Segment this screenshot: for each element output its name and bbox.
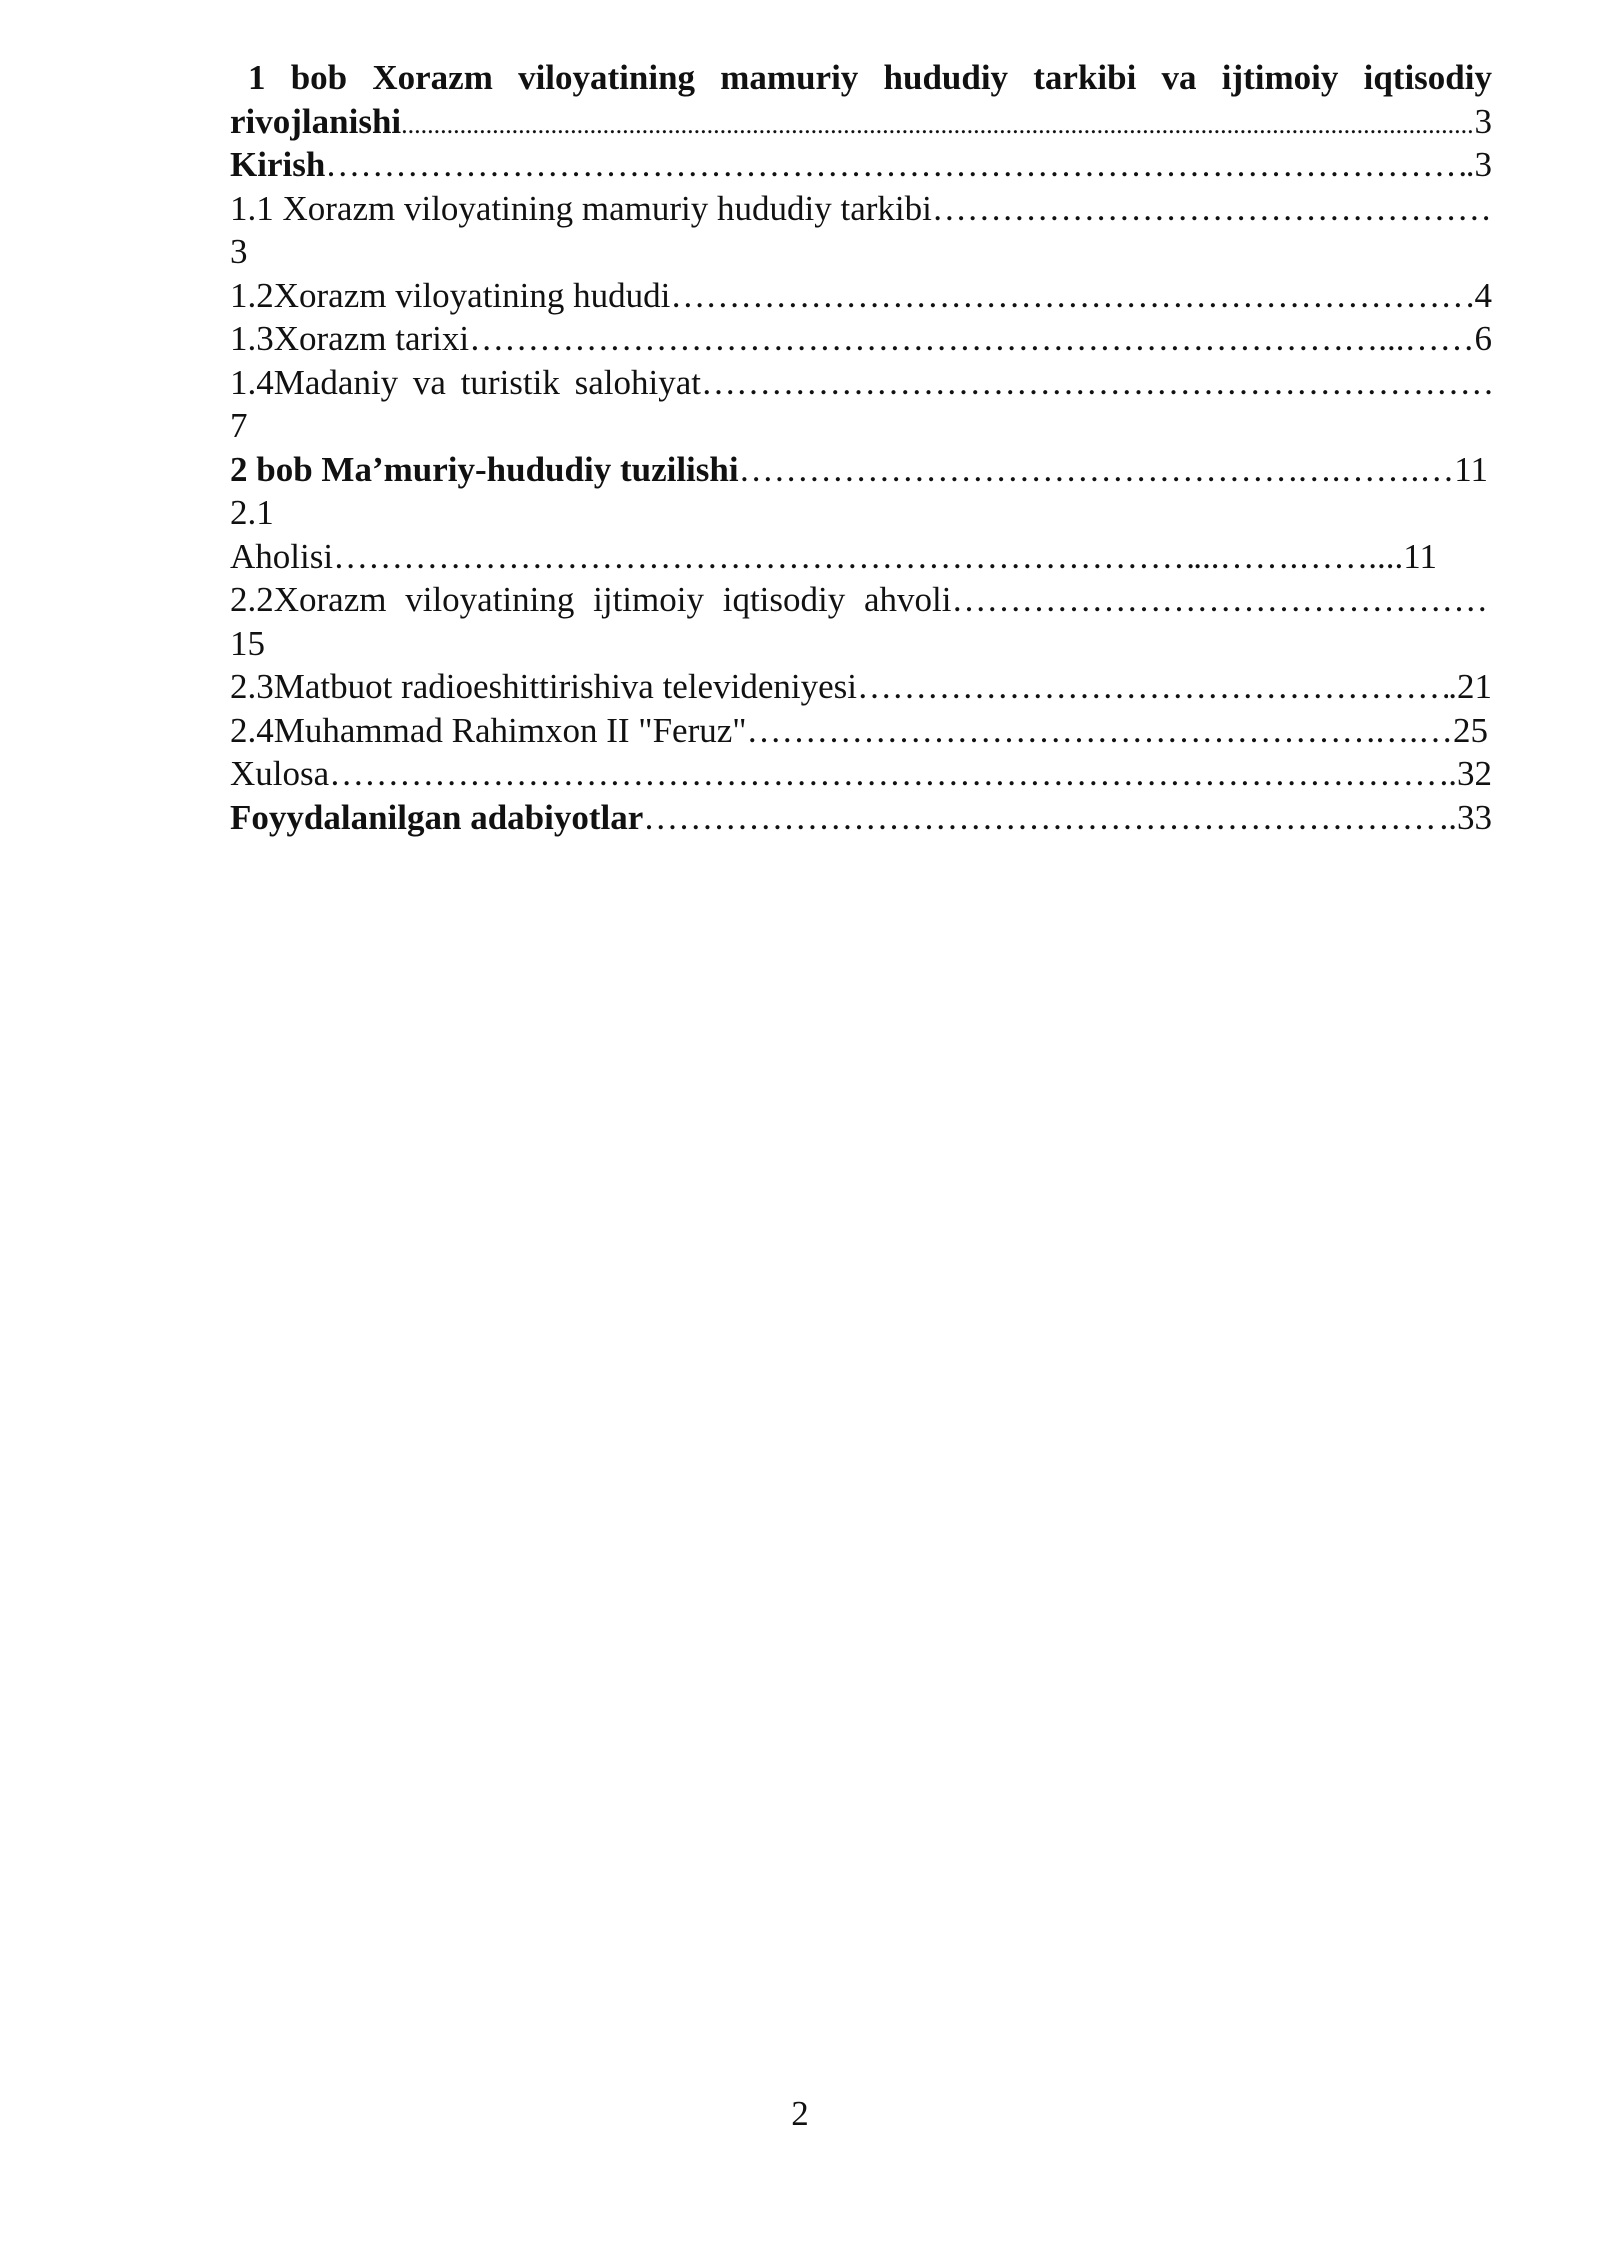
toc-dot-leader: [333, 535, 1193, 579]
toc-dot-leader: [701, 361, 1492, 405]
toc-chapter-2: [230, 448, 1492, 492]
toc-chapter-1-heading-line-1: [230, 56, 1492, 100]
toc-entry-2-4: [230, 709, 1492, 753]
toc-entry-label: 1.4Madaniy va turistik salohiyat: [230, 362, 701, 402]
toc-entry-2-3: [230, 665, 1492, 709]
toc-dot-leader: [329, 752, 1439, 796]
toc-entry-label: 2 bob Ma’muriy-hududiy tuzilishi: [230, 449, 739, 489]
toc-entry-label: 2.2Xorazm viloyatining ijtimoiy iqtisodiy ahvoli: [230, 580, 952, 619]
toc-entry-label: Foyydalanilgan adabiyotlar: [230, 797, 644, 837]
toc-entry-label: 1.1 Xorazm viloyatining mamuriy hududiy tarkibi: [230, 188, 932, 228]
toc-entry-1-4: [230, 361, 1492, 405]
toc-chapter-1-title: 1 bob Xorazm viloyatining mamuriy hududiy tarkibi va ijtimoiy iqtisodiy: [248, 58, 1492, 97]
toc-entry-1-2: [230, 274, 1492, 318]
toc-entry-references: [230, 796, 1492, 840]
toc-dot-leader: [643, 796, 1439, 840]
toc-entry-page: ….…25: [1374, 710, 1488, 750]
toc-dot-leader: [932, 187, 1492, 231]
toc-entry-1-3: [230, 317, 1492, 361]
toc-entry-label: Aholisi: [230, 536, 334, 576]
toc-entry-2-1: [230, 535, 1437, 579]
toc-entry-page: ….…….…11: [1296, 449, 1488, 489]
toc-entry-page: ..33: [1439, 797, 1492, 837]
toc-entry-label: Kirish: [230, 145, 326, 184]
toc-dot-leader: [325, 143, 1465, 187]
toc-dot-leader: [469, 317, 1343, 361]
toc-entry-page: …...……6: [1343, 319, 1492, 358]
toc-entry-page: .3: [1465, 145, 1492, 184]
toc-entry-1-4-page-line: [230, 404, 1492, 448]
toc-entry-page: ...…….……....11: [1193, 536, 1437, 576]
toc-entry-2-2: [230, 578, 1492, 622]
toc-entry-page: 15: [230, 623, 265, 663]
toc-entry-conclusion: [230, 752, 1492, 796]
toc-entry-page: .4: [1465, 275, 1492, 315]
toc-dot-leader: [747, 709, 1375, 753]
toc-chapter-1-heading-line-2: [230, 100, 1492, 144]
toc-dot-leader: [670, 274, 1465, 318]
toc-entry-label: 2.4Muhammad Rahimxon II "Feruz": [230, 710, 747, 750]
toc-entry-label: 1.3Xorazm tarixi: [230, 319, 470, 358]
toc-entry-label: 1.2Xorazm viloyatining hududi: [230, 275, 671, 315]
toc-entry-2-1-number-line: [230, 491, 1492, 535]
toc-entry-label: 2.3Matbuot radioeshittirishiva televideniyesi: [230, 667, 857, 706]
toc-dot-leader: [739, 448, 1297, 492]
toc-entry-page: .21: [1448, 667, 1492, 706]
toc-dot-leader: [401, 100, 1474, 144]
toc-dot-leader: [951, 578, 1492, 622]
toc-entry-intro: [230, 143, 1492, 187]
toc-dot-leader: [857, 665, 1448, 709]
toc-entry-number: 2.1: [230, 493, 274, 532]
toc-entry-1-1-page-line: [230, 230, 1492, 274]
toc-entry-2-2-page-line: [230, 622, 1492, 666]
table-of-contents: [230, 56, 1492, 839]
toc-entry-page: 7: [230, 406, 248, 445]
page-number: 2: [791, 2094, 809, 2133]
toc-chapter-1-page: 3: [1474, 101, 1492, 141]
toc-chapter-1-title-continued: rivojlanishi: [230, 101, 402, 141]
toc-entry-page: 3: [230, 232, 248, 271]
toc-entry-label: Xulosa: [230, 754, 330, 793]
toc-entry-1-1: [230, 187, 1492, 231]
toc-entry-page: ..32: [1439, 754, 1492, 793]
